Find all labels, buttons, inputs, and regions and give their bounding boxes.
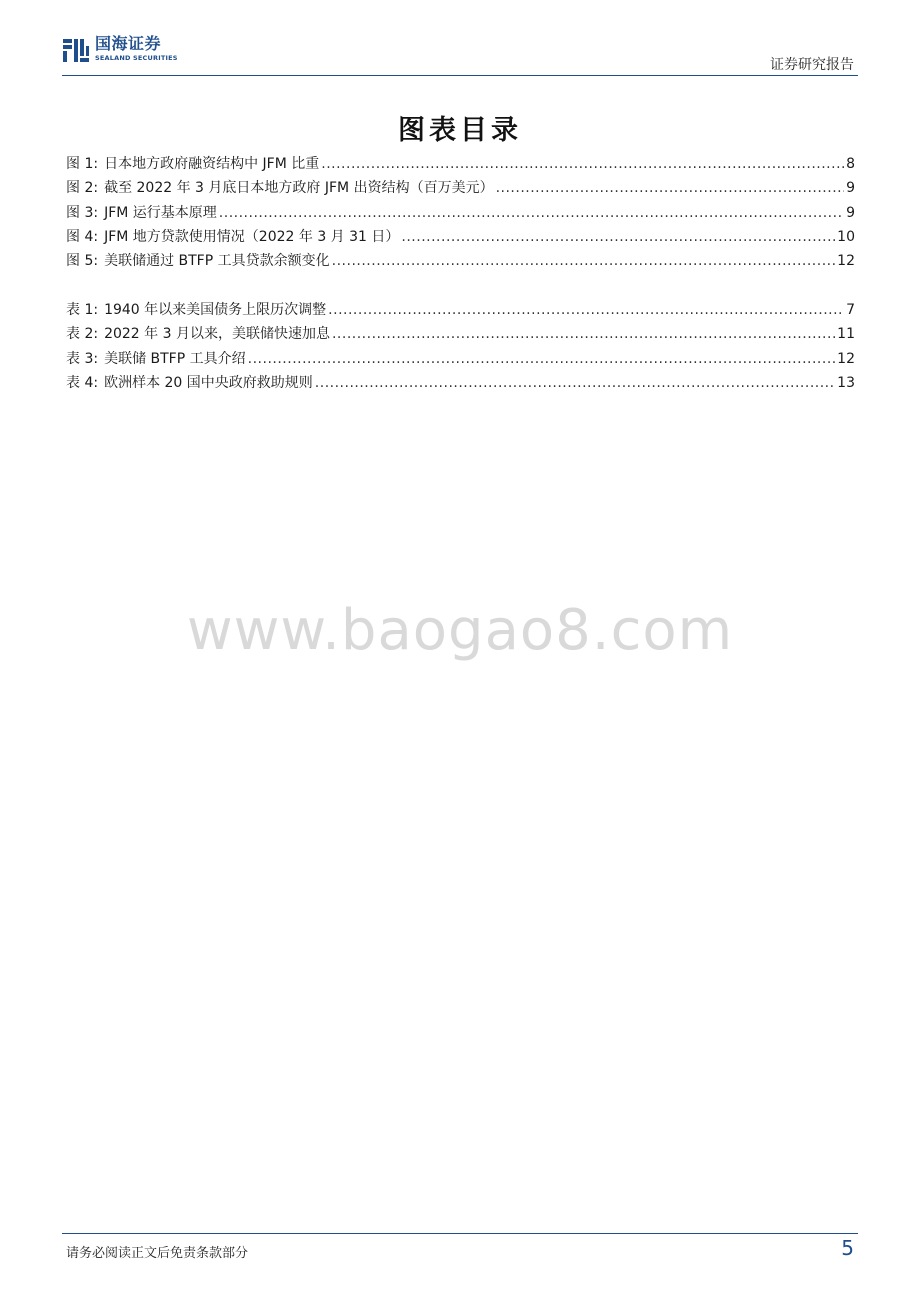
toc-label: 图 2: (66, 180, 99, 197)
footer-divider (62, 1233, 858, 1234)
toc-title: 1940 年以来美国债务上限历次调整 (104, 302, 327, 318)
toc-label: 表 4: (66, 374, 99, 391)
toc-label: 图 5: (66, 253, 99, 270)
toc-title: 美联储 BTFP 工具介绍 (104, 350, 246, 367)
toc-page-number: 10 (837, 228, 855, 245)
toc-page-number: 11 (837, 326, 855, 343)
toc-page-number: 9 (846, 180, 855, 197)
company-logo (62, 36, 178, 64)
toc-page-number: 12 (837, 350, 855, 367)
sealand-logo-icon (62, 36, 90, 64)
page-header (0, 0, 920, 80)
logo-chinese-name: 国海证券 (95, 34, 162, 53)
toc-title: 欧洲样本 20 国中央政府救助规则 (104, 374, 313, 391)
dot-leader (496, 176, 845, 200)
dot-leader (248, 347, 836, 371)
toc-row-table-1[interactable] (66, 298, 855, 322)
toc-row-table-4[interactable] (66, 371, 855, 395)
toc-page-number: 7 (846, 302, 855, 318)
header-divider (62, 75, 858, 76)
toc-row-table-2[interactable] (66, 322, 855, 346)
toc-page-number: 9 (846, 204, 855, 221)
dot-leader (332, 322, 835, 346)
toc-label: 图 1: (66, 156, 99, 172)
page-number: 5 (841, 1236, 854, 1260)
report-type-label: 证券研究报告 (770, 57, 854, 73)
dot-leader (321, 152, 844, 176)
toc-label: 图 4: (66, 228, 99, 245)
watermark: www.baogao8.com (186, 598, 734, 663)
toc-title: JFM 运行基本原理 (104, 204, 217, 221)
dot-leader (332, 249, 836, 273)
page-title: 图表目录 (398, 115, 522, 146)
toc-row-figure-5[interactable] (66, 249, 855, 273)
dot-leader (328, 298, 844, 322)
toc-label: 表 2: (66, 326, 99, 343)
toc-title: JFM 地方贷款使用情况（2022 年 3 月 31 日） (104, 228, 400, 245)
toc-title: 截至 2022 年 3 月底日本地方政府 JFM 出资结构（百万美元） (104, 180, 494, 197)
toc-label: 表 3: (66, 350, 99, 367)
toc-page-number: 12 (837, 253, 855, 270)
toc-row-figure-1[interactable] (66, 152, 855, 176)
disclaimer-note: 请务必阅读正文后免责条款部分 (66, 1246, 249, 1261)
toc-label: 图 3: (66, 204, 99, 221)
toc-row-figure-4[interactable] (66, 225, 855, 249)
figure-list (66, 152, 855, 273)
dot-leader (315, 371, 835, 395)
toc-page-number: 8 (846, 156, 855, 172)
toc-label: 表 1: (66, 302, 99, 318)
logo-english-name: SEALAND SECURITIES (95, 54, 178, 62)
toc-title: 2022 年 3 月以来，美联储快速加息 (104, 326, 330, 343)
table-list (66, 298, 855, 395)
toc-page-number: 13 (837, 374, 855, 391)
toc-row-figure-3[interactable] (66, 201, 855, 225)
toc-row-table-3[interactable] (66, 347, 855, 371)
dot-leader (401, 225, 835, 249)
toc-row-figure-2[interactable] (66, 176, 855, 200)
toc-title: 日本地方政府融资结构中 JFM 比重 (104, 156, 320, 172)
toc-title: 美联储通过 BTFP 工具贷款余额变化 (104, 253, 330, 270)
dot-leader (219, 201, 844, 225)
